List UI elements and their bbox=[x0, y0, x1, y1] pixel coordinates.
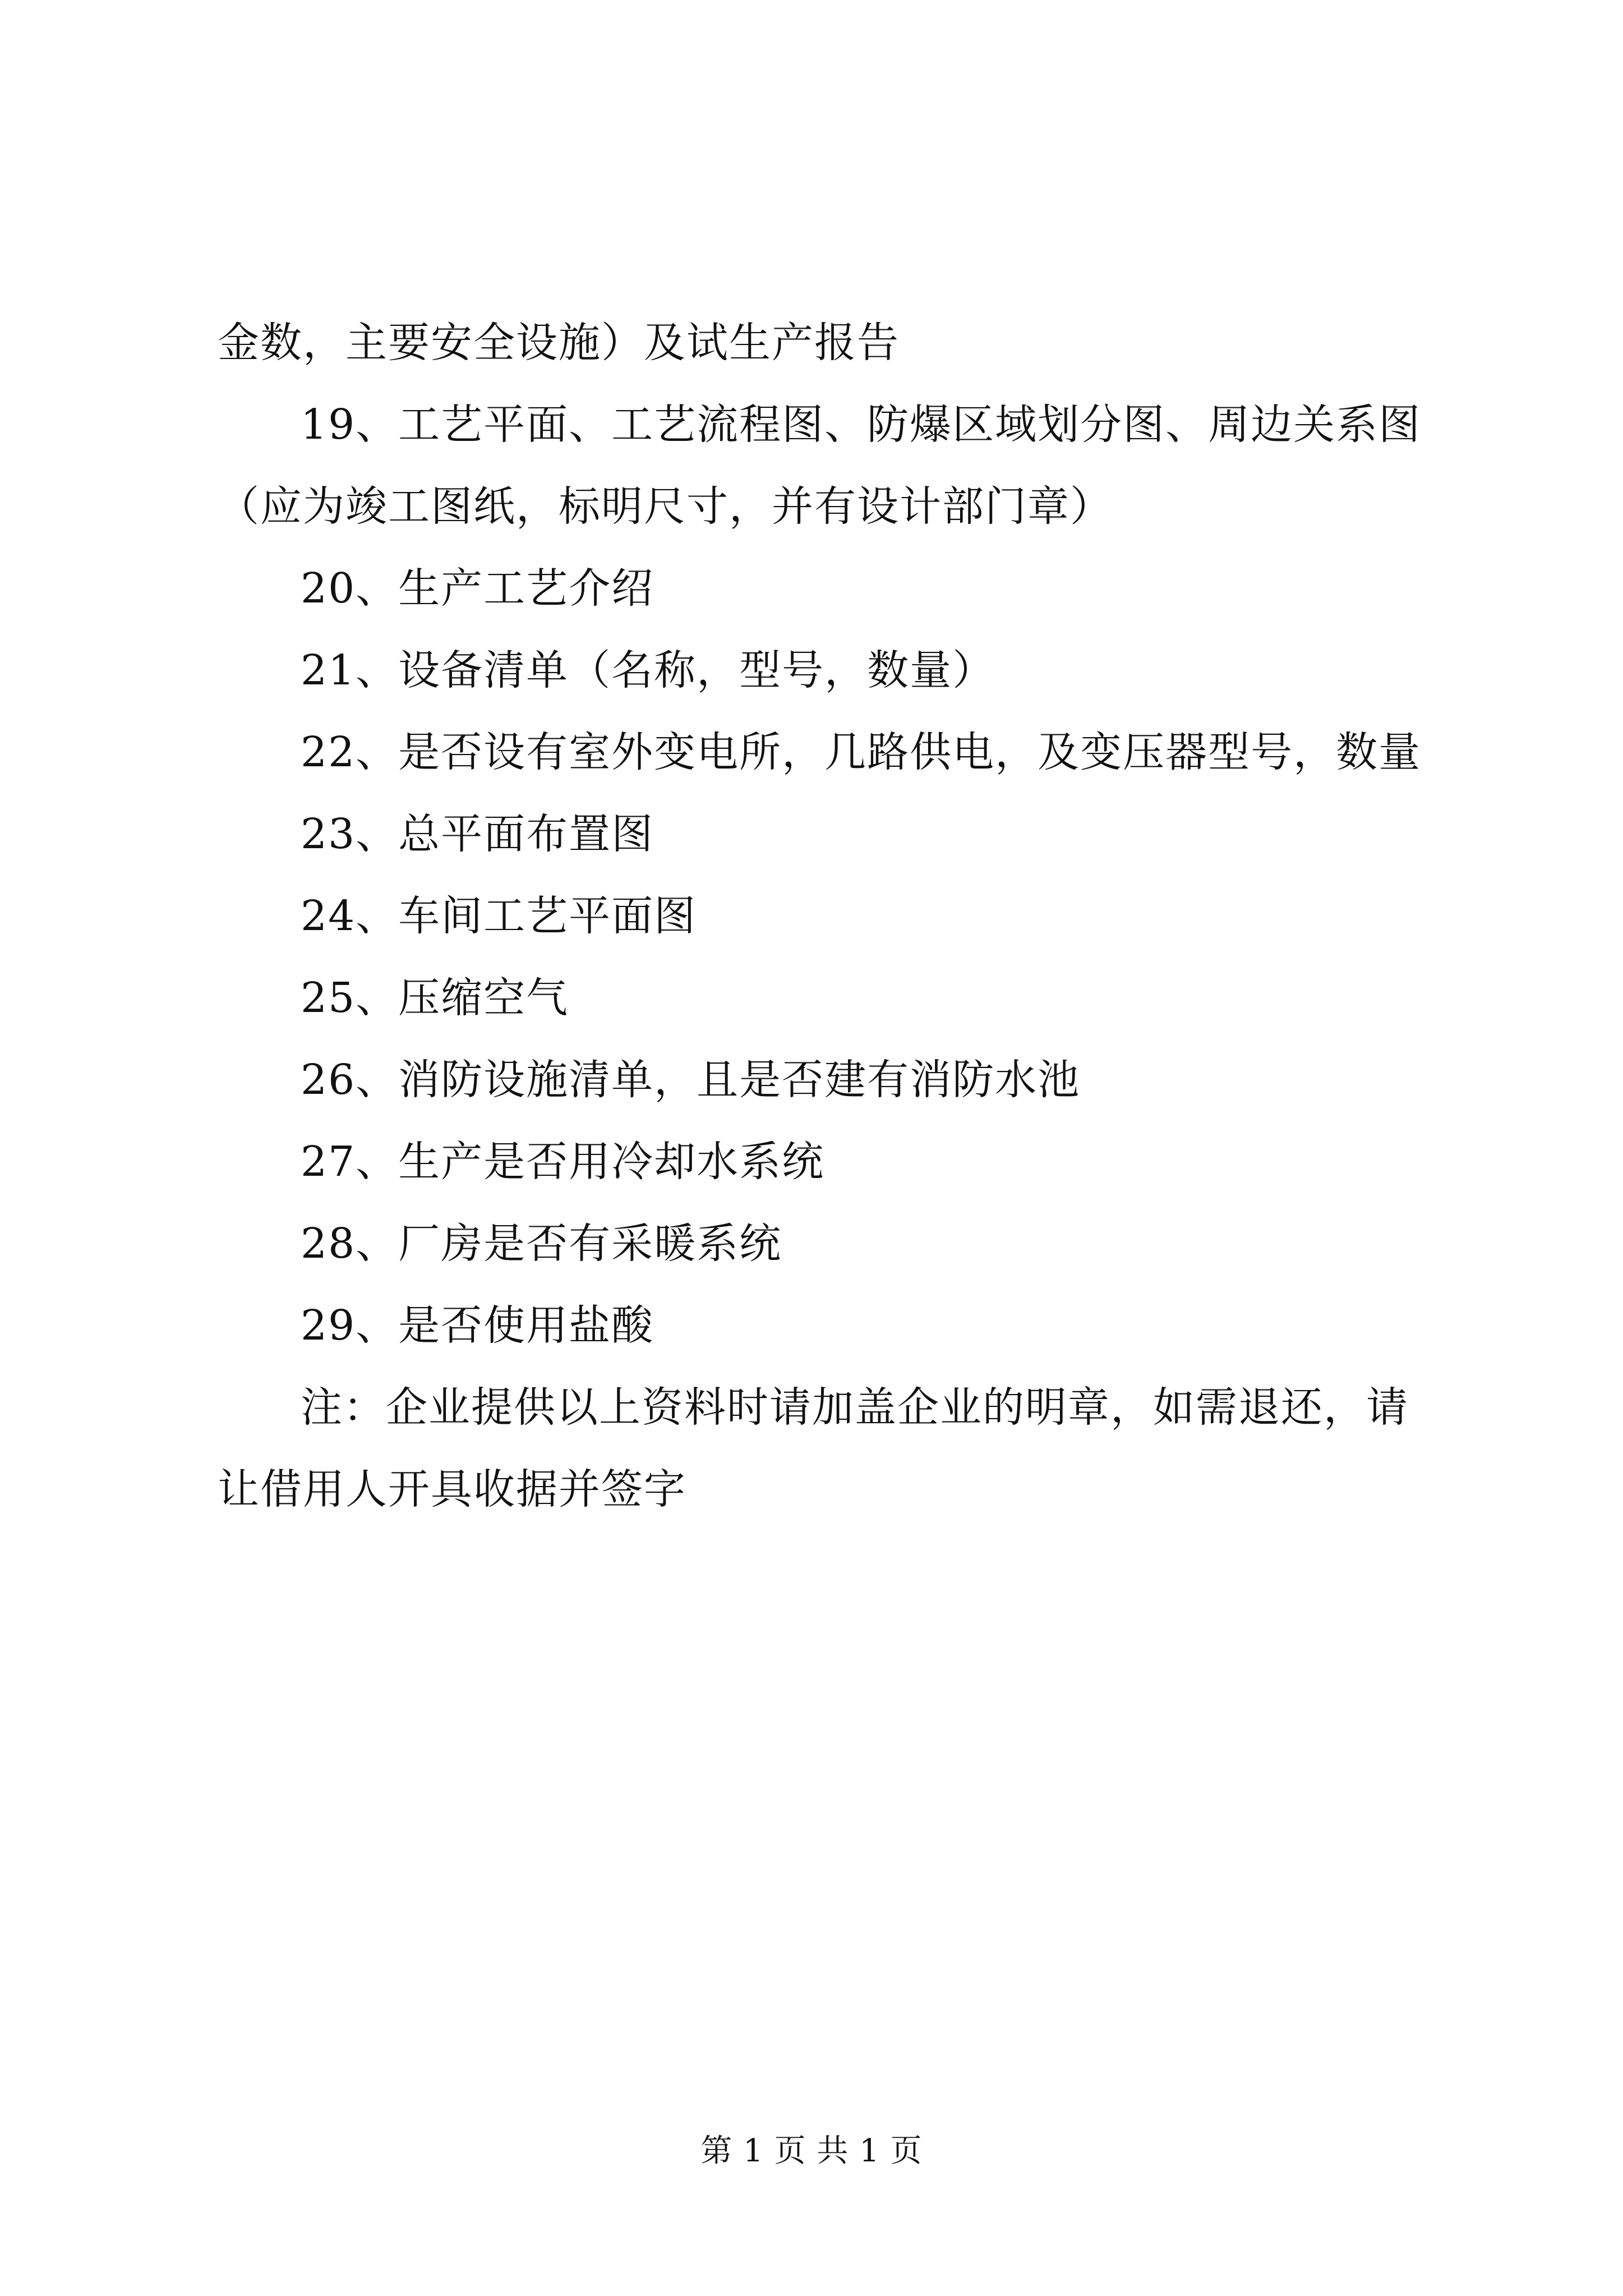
list-item-26: 26、消防设施清单，且是否建有消防水池 bbox=[301, 1056, 1081, 1104]
list-item-29: 29、是否使用盐酸 bbox=[301, 1301, 654, 1350]
list-item-21: 21、设备清单（名称，型号，数量） bbox=[301, 646, 995, 694]
note-paragraph: 注：企业提供以上资料时请加盖企业的明章，如需退还，请让借用人开具收据并签字 bbox=[218, 1383, 1409, 1513]
list-item-20: 20、生产工艺介绍 bbox=[301, 564, 654, 613]
list-item-19: 19、工艺平面、工艺流程图、防爆区域划分图、周边关系图（应为竣工图纸，标明尺寸，并有设计部门章） bbox=[218, 401, 1422, 531]
list-item-22: 22、是否设有室外变电所，几路供电，及变压器型号，数量 bbox=[301, 728, 1422, 776]
page-footer: 第 1 页 共 1 页 bbox=[700, 2133, 923, 2169]
list-item-24: 24、车间工艺平面图 bbox=[301, 892, 697, 940]
list-item-25: 25、压缩空气 bbox=[301, 974, 569, 1022]
list-item-27: 27、生产是否用冷却水系统 bbox=[301, 1138, 825, 1186]
list-item-23: 23、总平面布置图 bbox=[301, 810, 654, 858]
document-body bbox=[218, 302, 1435, 1530]
list-item-28: 28、厂房是否有采暖系统 bbox=[301, 1220, 782, 1268]
continuation-line: 金数，主要安全设施）及试生产报告 bbox=[218, 319, 900, 367]
